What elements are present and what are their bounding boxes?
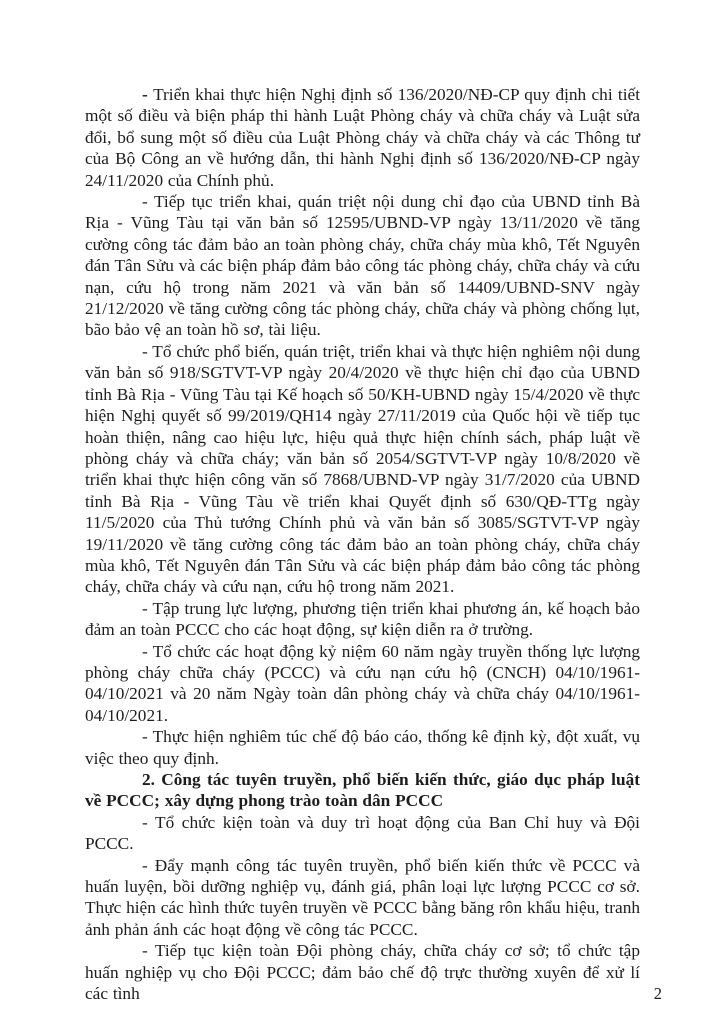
paragraph: - Tiếp tục kiện toàn Đội phòng cháy, chữa cháy cơ sở; tổ chức tập huấn nghiệp vụ cho Đội PCCC; đảm bảo chế độ trực thường xuyên để xử lí các tình	[85, 941, 640, 1004]
page-number: 2	[653, 984, 662, 1003]
paragraph: - Tiếp tục triển khai, quán triệt nội dung chỉ đạo của UBND tỉnh Bà Rịa - Vũng Tàu tại văn bản số 12595/UBND-VP ngày 13/11/2020 về tăng cường công tác đảm bảo an toàn phòng cháy, chữa cháy mùa khô, Tết Nguyên đán Tân Sửu và các biện pháp đảm bảo công tác phòng cháy, chữa cháy và cứu nạn, cứu hộ trong năm 2021 và văn bản số 14409/UBND-SNV ngày 21/12/2020 về tăng cường công tác phòng cháy, chữa cháy và phòng chống lụt, bão bảo vệ an toàn hồ sơ, tài liệu.	[85, 192, 640, 340]
paragraph: - Thực hiện nghiêm túc chế độ báo cáo, thống kê định kỳ, đột xuất, vụ việc theo quy định.	[85, 727, 640, 768]
paragraph	[85, 84, 640, 191]
paragraph-text: Triển khai thực hiện Nghị định số 136/2020/NĐ-CP quy định chi tiết một số điều và biện pháp thi hành Luật Phòng cháy và chữa cháy và Luật sửa đổi, bổ sung một số điều của Luật Phòng cháy và chữa cháy và các Thông tư của Bộ Công an về hướng dẫn, thi hành Nghị định số 136/2020/NĐ-CP ngày 24/11/2020 của Chính phủ.	[85, 85, 640, 190]
paragraph-dash: -	[142, 85, 154, 104]
section-heading: 2. Công tác tuyên truyền, phổ biến kiến thức, giáo dục pháp luật về PCCC; xây dựng phong trào toàn dân PCCC	[85, 770, 640, 811]
paragraph: - Tổ chức các hoạt động kỷ niệm 60 năm ngày truyền thống lực lượng phòng cháy chữa cháy (PCCC) và cứu nạn cứu hộ (CNCH) 04/10/1961-04/10/2021 và 20 năm Ngày toàn dân phòng cháy và chữa cháy 04/10/1961-04/10/2021.	[85, 641, 640, 725]
paragraph: - Tập trung lực lượng, phương tiện triển khai phương án, kế hoạch bảo đảm an toàn PCCC cho các hoạt động, sự kiện diễn ra ở trường.	[85, 598, 640, 640]
paragraph: - Tổ chức phổ biến, quán triệt, triển khai và thực hiện nghiêm nội dung văn bản số 918/SGTVT-VP ngày 20/4/2020 về thực hiện chỉ đạo của UBND tỉnh Bà Rịa - Vũng Tàu tại Kế hoạch số 50/KH-UBND ngày 15/4/2020 về thực hiện Nghị quyết số 99/2019/QH14 ngày 27/11/2019 của Quốc hội về tiếp tục hoàn thiện, nâng cao hiệu lực, hiệu quả thực hiện chính sách, pháp luật về phòng cháy và chữa cháy; văn bản số 2054/SGTVT-VP ngày 10/8/2020 về triển khai thực hiện công văn số 7868/UBND-VP ngày 31/7/2020 của UBND tỉnh Bà Rịa - Vũng Tàu về triển khai Quyết định số 630/QĐ-TTg ngày 11/5/2020 của Thủ tướng Chính phủ và văn bản số 3085/SGTVT-VP ngày 19/11/2020 về tăng cường công tác đảm bảo an toàn phòng cháy, chữa cháy mùa khô, Tết Nguyên đán Tân Sửu và các biện pháp đảm bảo công tác phòng cháy, chữa cháy và cứu nạn, cứu hộ trong năm 2021.	[85, 341, 640, 597]
page-content	[85, 84, 640, 1004]
paragraph: - Tổ chức kiện toàn và duy trì hoạt động của Ban Chỉ huy và Đội PCCC.	[85, 812, 640, 854]
paragraph: - Đẩy mạnh công tác tuyên truyền, phổ biến kiến thức về PCCC và huấn luyện, bồi dưỡng nghiệp vụ, đánh giá, phân loại lực lượng PCCC cơ sở. Thực hiện các hình thức tuyên truyền về PCCC bằng băng rôn khẩu hiệu, tranh ảnh phản ánh các hoạt động về công tác PCCC.	[85, 855, 640, 939]
